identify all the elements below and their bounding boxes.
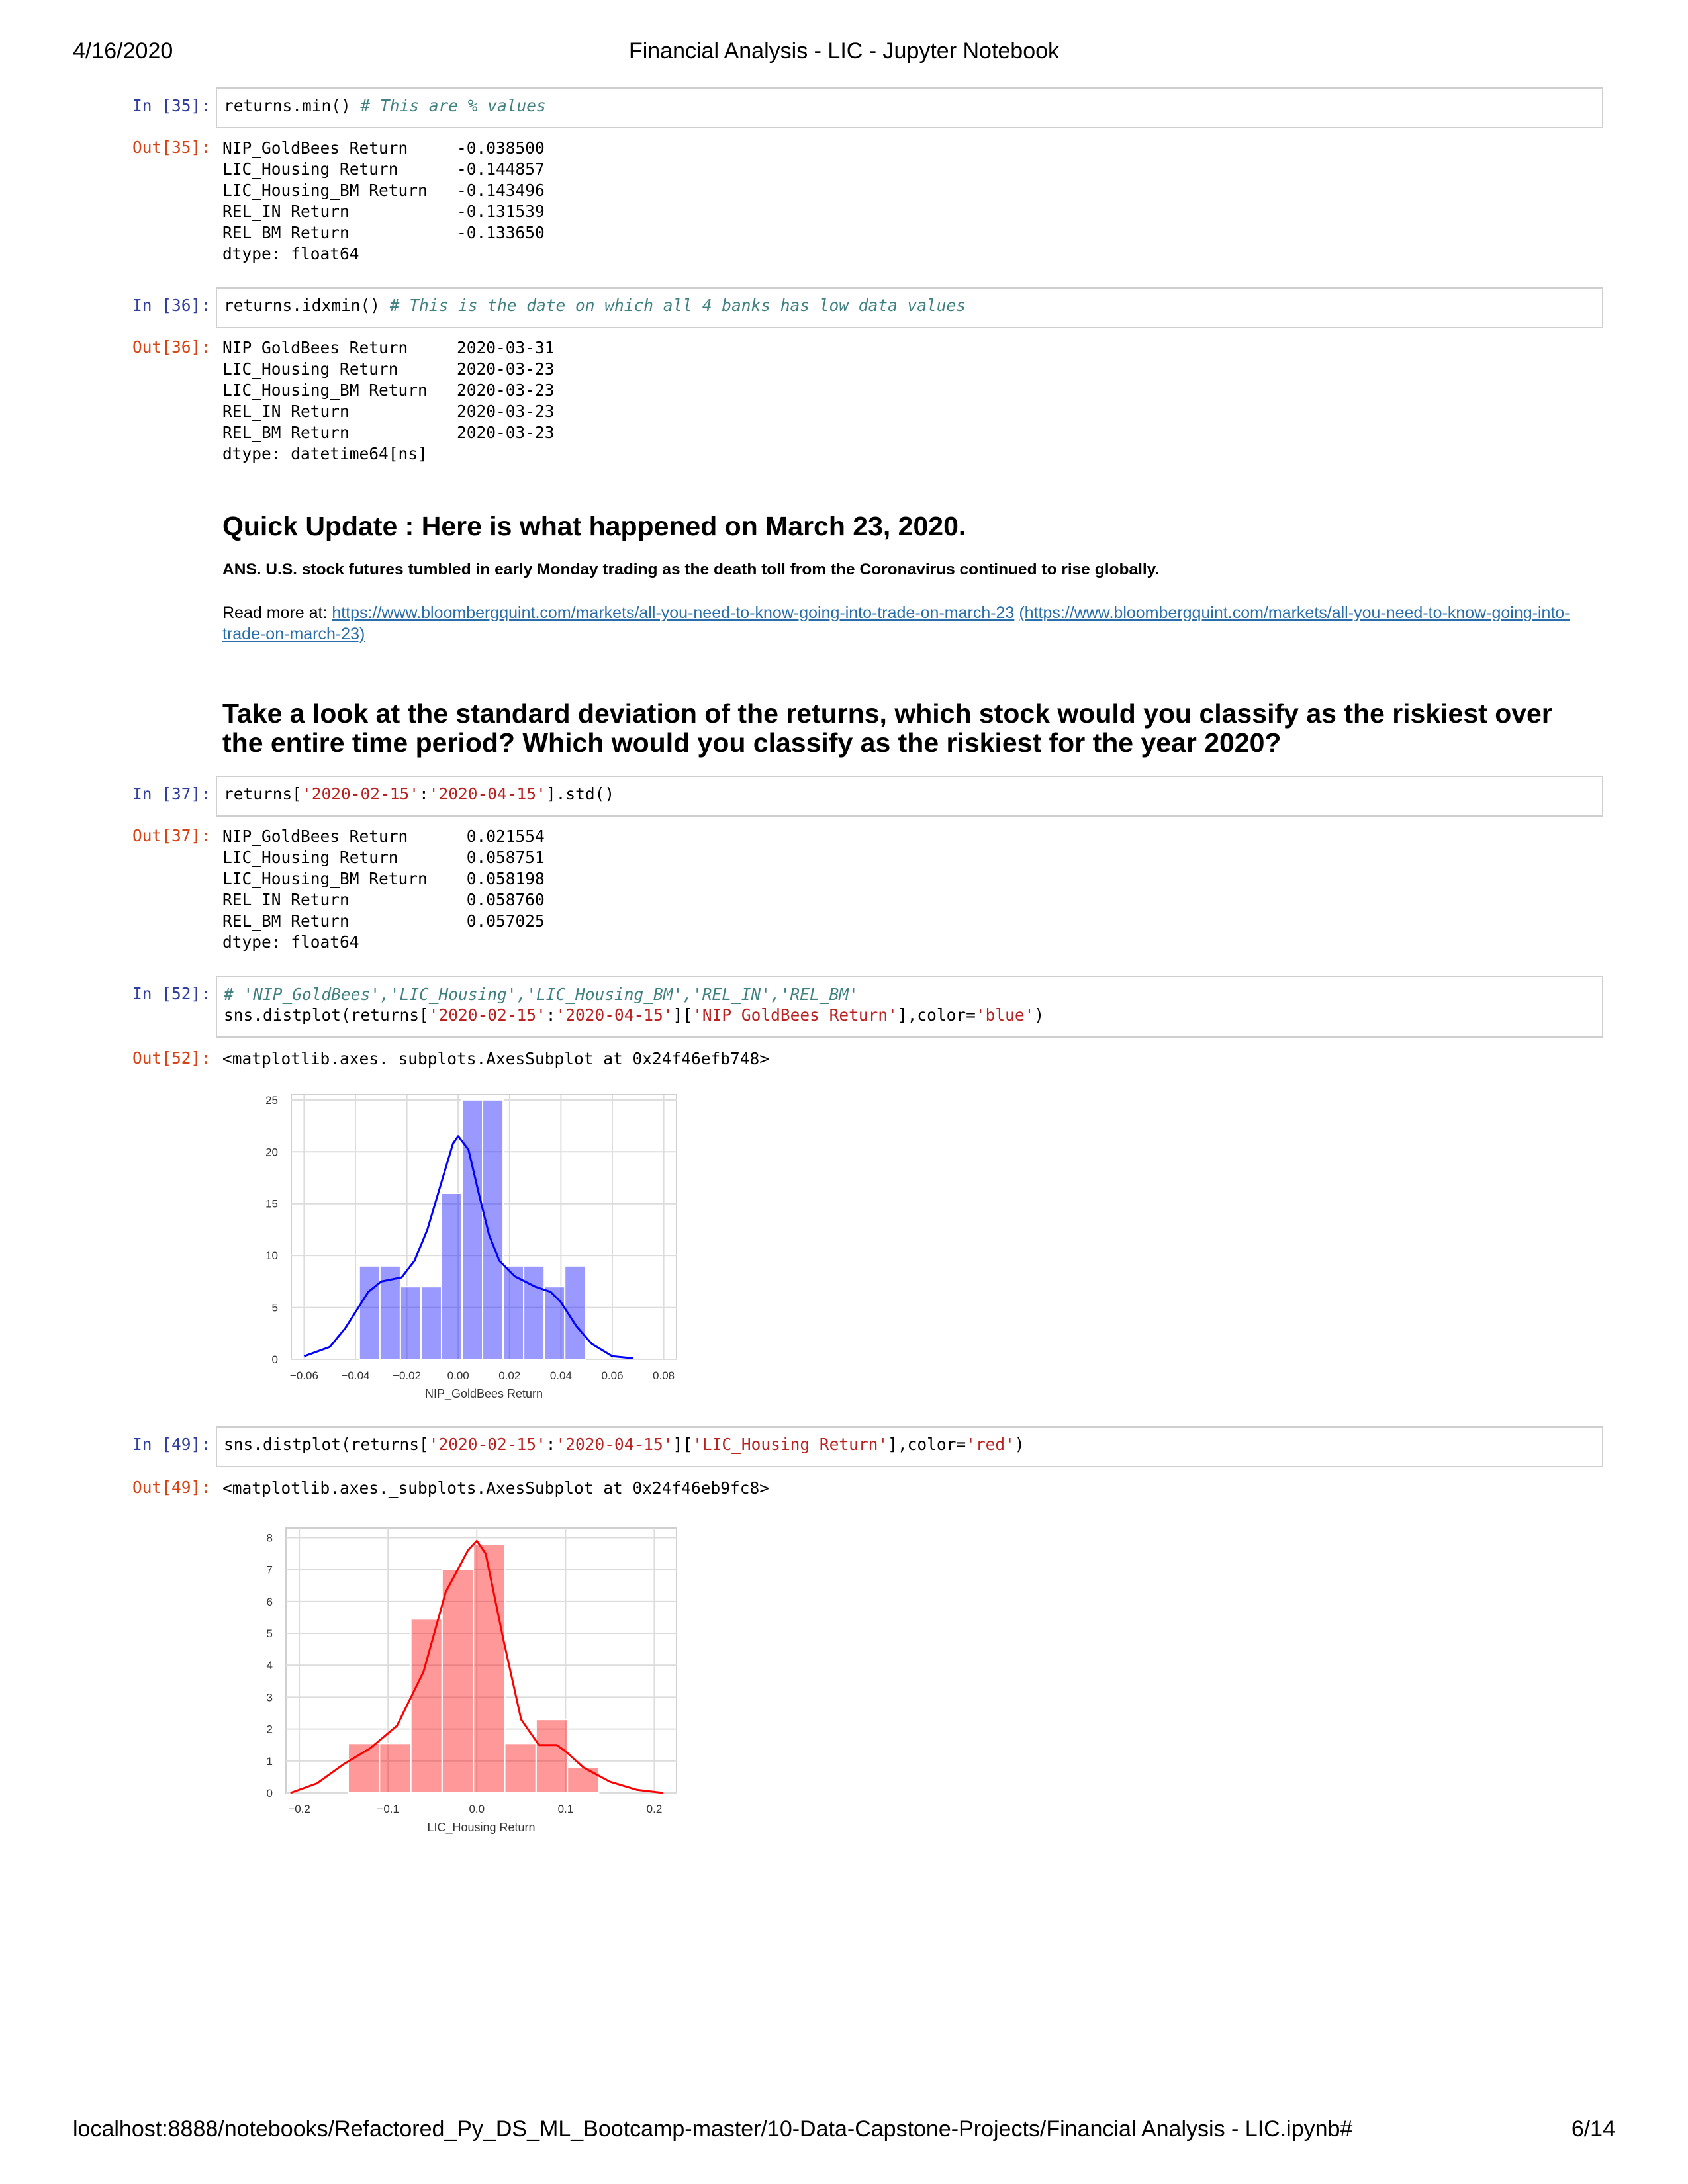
code-line-49[interactable] <box>224 1435 1025 1455</box>
code-line-36[interactable] <box>224 296 966 316</box>
histogram-bar <box>483 1100 503 1359</box>
out-prompt-49: Out[49]: <box>132 1478 211 1497</box>
x-tick-label: −0.2 <box>288 1803 310 1815</box>
histogram-bar <box>462 1100 483 1359</box>
histogram-bar <box>359 1266 380 1359</box>
code-string: 'NIP_GoldBees Return' <box>692 1005 898 1024</box>
x-tick-label: 0.08 <box>653 1369 675 1382</box>
histogram-bar <box>379 1743 410 1793</box>
code-text: : <box>419 784 429 803</box>
y-tick-label: 4 <box>266 1659 273 1672</box>
x-axis-label: NIP_GoldBees Return <box>424 1387 543 1400</box>
y-tick-label: 20 <box>265 1146 278 1159</box>
in-prompt-49: In [49]: <box>132 1435 211 1454</box>
x-tick-label: −0.04 <box>341 1369 370 1382</box>
code-text: ][ <box>673 1005 693 1024</box>
code-text: returns.idxmin() <box>224 296 381 315</box>
histogram-bar <box>421 1287 442 1359</box>
read-more-paragraph <box>222 602 1593 645</box>
output-37: NIP_GoldBees Return 0.021554 LIC_Housing Return 0.058751 LIC_Housing_BM Return 0.058198 REL_IN Return 0.058760 REL_BM Return 0.057025 dtype: float64 <box>222 827 545 952</box>
y-tick-label: 5 <box>266 1627 273 1641</box>
histogram-bar <box>544 1287 565 1359</box>
quick-update-heading: Quick Update : Here is what happened on March 23, 2020. <box>222 511 966 541</box>
x-tick-label: −0.06 <box>289 1369 318 1382</box>
y-tick-label: 2 <box>266 1723 273 1736</box>
histogram-bar <box>442 1570 473 1793</box>
print-url: localhost:8888/notebooks/Refactored_Py_DS_ML_Bootcamp-master/10-Data-Capstone-Projects/Financial Analysis - LIC.ipynb# <box>73 2116 1353 2142</box>
y-tick-label: 1 <box>266 1754 273 1768</box>
y-tick-label: 15 <box>265 1197 278 1210</box>
y-tick-label: 0 <box>271 1353 278 1366</box>
x-tick-label: 0.0 <box>469 1803 485 1815</box>
in-prompt-37: In [37]: <box>132 784 211 803</box>
code-line-35[interactable] <box>224 96 546 116</box>
out-prompt-36: Out[36]: <box>132 338 211 357</box>
code-comment: # 'NIP_GoldBees','LIC_Housing','LIC_Housing_BM','REL_IN','REL_BM' <box>224 985 859 1004</box>
code-string: '2020-04-15' <box>555 1005 673 1024</box>
ans-text: ANS. U.S. stock futures tumbled in early Monday trading as the death toll from the Coronavirus continued to rise globally. <box>222 561 1160 578</box>
x-tick-label: 0.06 <box>601 1369 624 1382</box>
x-tick-label: 0.04 <box>549 1369 572 1382</box>
out-prompt-37: Out[37]: <box>132 826 211 845</box>
code-line-37[interactable] <box>224 784 614 804</box>
histogram-bar <box>442 1193 462 1359</box>
x-tick-label: −0.02 <box>393 1369 422 1382</box>
x-tick-label: 0.1 <box>557 1803 574 1815</box>
in-prompt-52: In [52]: <box>132 984 211 1003</box>
output-35: NIP_GoldBees Return -0.038500 LIC_Housing Return -0.144857 LIC_Housing_BM Return -0.143496 REL_IN Return -0.131539 REL_BM Return -0.133650 dtype: float64 <box>222 138 545 263</box>
output-49: <matplotlib.axes._subplots.AxesSubplot at 0x24f46eb9fc8> <box>222 1479 770 1498</box>
code-text: ],color= <box>897 1005 976 1024</box>
output-52: <matplotlib.axes._subplots.AxesSubplot at 0x24f46efb748> <box>222 1049 770 1068</box>
y-tick-label: 6 <box>266 1595 273 1608</box>
code-text: ) <box>1034 1005 1045 1024</box>
x-tick-label: 0.2 <box>646 1803 663 1815</box>
bloomberg-link[interactable]: https://www.bloombergquint.com/markets/all-you-need-to-know-going-into-trade-on-march-23 <box>332 604 1015 622</box>
code-string: 'red' <box>966 1435 1015 1454</box>
question-heading: Take a look at the standard deviation of the returns, which stock would you classify as the riskiest over the entire time period? Which would you classify as the riskiest for the year 2020? <box>222 698 1552 758</box>
y-tick-label: 5 <box>271 1301 278 1314</box>
code-text: sns.distplot(returns[ <box>224 1435 429 1454</box>
histogram-bar <box>348 1743 379 1793</box>
code-text: : <box>545 1005 556 1024</box>
histogram-bar <box>505 1743 536 1793</box>
code-text: : <box>545 1435 556 1454</box>
y-tick-label: 7 <box>266 1563 273 1576</box>
histogram-bar <box>567 1767 598 1793</box>
code-text: ],color= <box>888 1435 966 1454</box>
x-tick-label: −0.1 <box>377 1803 399 1815</box>
lic-housing-distplot <box>225 1519 688 1843</box>
histogram-bar <box>473 1544 504 1793</box>
code-text: ][ <box>673 1435 693 1454</box>
read-more-label: Read more at: <box>222 604 332 622</box>
code-string: 'blue' <box>975 1005 1035 1024</box>
in-prompt-35: In [35]: <box>132 96 211 115</box>
out-prompt-35: Out[35]: <box>132 138 211 157</box>
histogram-bar <box>400 1287 421 1359</box>
code-text: ].std() <box>545 784 615 803</box>
code-text: returns[ <box>224 784 303 803</box>
code-string: '2020-02-15' <box>428 1005 546 1024</box>
x-tick-label: 0.02 <box>498 1369 521 1382</box>
y-tick-label: 8 <box>266 1531 273 1545</box>
code-text: ) <box>1014 1435 1025 1454</box>
y-tick-label: 10 <box>265 1250 278 1263</box>
code-string: '2020-02-15' <box>302 784 420 803</box>
print-title: Financial Analysis - LIC - Jupyter Notebook <box>628 38 1060 64</box>
code-comment: # This are % values <box>360 96 546 115</box>
y-tick-label: 25 <box>265 1093 278 1107</box>
code-string: '2020-04-15' <box>555 1435 673 1454</box>
out-prompt-52: Out[52]: <box>132 1048 211 1068</box>
code-string: '2020-02-15' <box>428 1435 546 1454</box>
histogram-bar <box>536 1719 567 1793</box>
code-string: 'LIC_Housing Return' <box>692 1435 888 1454</box>
y-tick-label: 3 <box>266 1691 273 1704</box>
histogram-bar <box>524 1266 544 1359</box>
output-36: NIP_GoldBees Return 2020-03-31 LIC_Housing Return 2020-03-23 LIC_Housing_BM Return 2020-03-23 REL_IN Return 2020-03-23 REL_BM Return 2020-03-23 dtype: datetime64[ns] <box>222 338 555 463</box>
code-text: sns.distplot(returns[ <box>224 1005 429 1024</box>
bloomberg-link-full[interactable]: (https://www.bloombergquint.com/markets/all-you-need-to-know-going-into-trade-on-march-23) <box>222 604 1570 643</box>
code-text: returns.min() <box>224 96 351 115</box>
x-axis-label: LIC_Housing Return <box>427 1821 536 1834</box>
code-string: '2020-04-15' <box>428 784 546 803</box>
histogram-bar <box>411 1619 442 1793</box>
code-comment: # This is the date on which all 4 banks has low data values <box>389 296 966 315</box>
page-number: 6/14 <box>1571 2116 1615 2142</box>
x-tick-label: 0.00 <box>447 1369 469 1382</box>
y-tick-label: 0 <box>266 1787 273 1799</box>
in-prompt-36: In [36]: <box>132 296 211 315</box>
code-block-52[interactable] <box>224 984 1044 1025</box>
print-date: 4/16/2020 <box>73 38 173 64</box>
goldbees-distplot <box>225 1085 688 1410</box>
